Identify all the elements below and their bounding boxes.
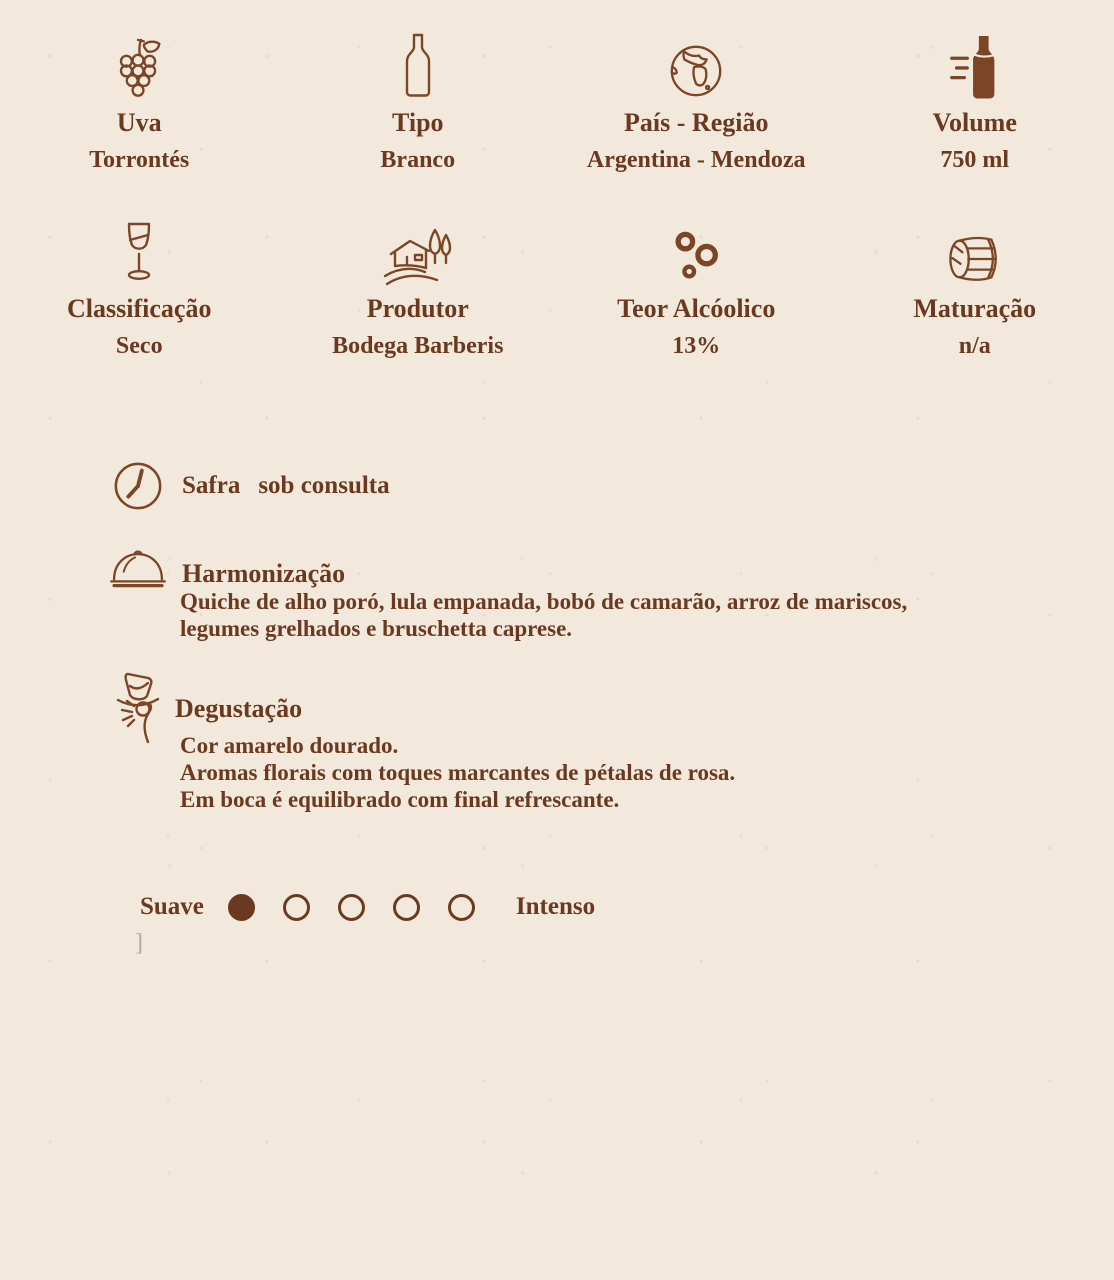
attribute-value: 750 ml <box>940 147 1010 173</box>
intensity-dot <box>393 894 420 921</box>
attribute-label: Uva <box>116 108 162 137</box>
intensity-dot <box>338 894 365 921</box>
wine-bottle-icon <box>279 26 558 100</box>
attribute-value: Bodega Barberis <box>332 333 504 359</box>
degustacao-text <box>180 732 735 813</box>
degustacao-line: Em boca é equilibrado com final refrescante. <box>180 787 620 812</box>
attribute-value: Seco <box>115 333 163 359</box>
stray-bracket-mark: ] <box>135 930 143 956</box>
harmonizacao-header <box>108 545 345 589</box>
intensity-dot <box>448 894 475 921</box>
intensity-dots <box>228 894 475 921</box>
attribute-volume <box>836 26 1114 174</box>
degustacao-title: Degustação <box>175 694 303 723</box>
attribute-label: Volume <box>932 108 1017 137</box>
wine-glass-icon <box>0 212 279 286</box>
barrel-icon <box>836 212 1114 286</box>
attribute-maturacao <box>836 212 1114 360</box>
attribute-pais-regiao <box>557 26 836 174</box>
harmonizacao-title: Harmonização <box>182 559 346 588</box>
intensity-right-label: Intenso <box>515 893 596 920</box>
attribute-uva <box>0 26 279 174</box>
attribute-value: n/a <box>958 333 991 359</box>
safra-row <box>112 460 390 512</box>
attribute-value: Branco <box>380 147 456 173</box>
attribute-value: Argentina - Mendoza <box>586 147 806 173</box>
harmonizacao-text: Quiche de alho poró, lula empanada, bobó de camarão, arroz de mariscos, legumes grelhados e bruschetta caprese. <box>180 589 908 641</box>
intensity-dot <box>228 894 255 921</box>
attribute-tipo <box>279 26 558 174</box>
tasting-hand-icon <box>106 670 166 744</box>
cloche-icon <box>108 545 168 589</box>
volume-bottle-icon <box>836 26 1114 100</box>
intensity-dot <box>283 894 310 921</box>
degustacao-line: Cor amarelo dourado. <box>180 733 399 758</box>
attribute-label: Teor Alcóolico <box>617 294 776 323</box>
safra-value: sob consulta <box>258 472 390 499</box>
attribute-label: Classificação <box>67 294 212 323</box>
attribute-teor-alcoolico <box>557 212 836 360</box>
intensity-scale <box>140 893 595 921</box>
attributes-row-1 <box>0 26 1114 174</box>
attribute-label: Maturação <box>913 294 1037 323</box>
intensity-left-label: Suave <box>140 893 204 920</box>
safra-text <box>182 472 390 500</box>
attribute-value: Torrontés <box>89 147 190 173</box>
globe-icon <box>557 26 836 100</box>
attributes-row-2 <box>0 212 1114 360</box>
grapes-icon <box>0 26 279 100</box>
bubbles-icon <box>557 212 836 286</box>
clock-icon <box>112 460 164 512</box>
safra-label: Safra <box>182 472 241 499</box>
attribute-produtor <box>279 212 558 360</box>
winery-icon <box>279 212 558 286</box>
attribute-label: País - Região <box>624 108 769 137</box>
attribute-label: Produtor <box>366 294 469 323</box>
degustacao-line: Aromas florais com toques marcantes de pétalas de rosa. <box>180 760 736 785</box>
attribute-value: 13% <box>672 333 721 359</box>
attribute-label: Tipo <box>391 108 444 137</box>
attribute-classificacao <box>0 212 279 360</box>
